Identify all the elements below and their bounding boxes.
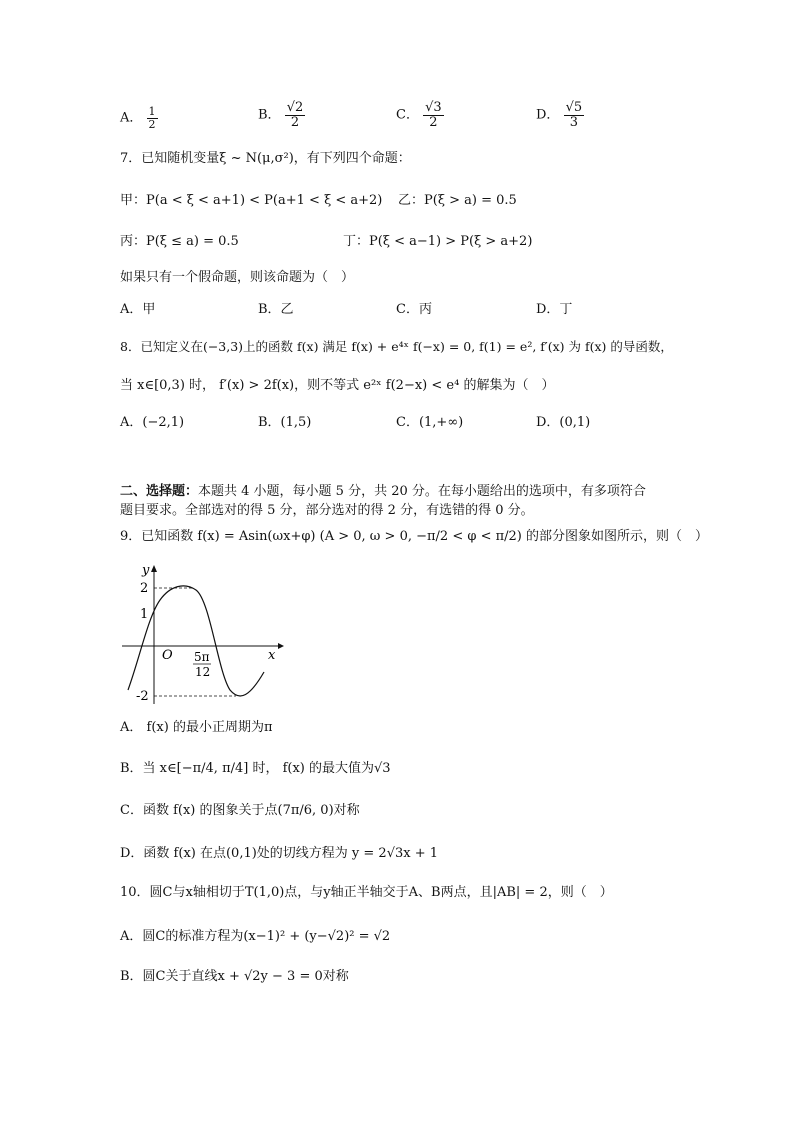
y-tick-2: 2 bbox=[140, 581, 149, 596]
origin-label: O bbox=[162, 648, 173, 663]
y-axis-label: y bbox=[142, 563, 150, 578]
q10-stem: 10．圆C与x轴相切于T(1,0)点，与y轴正半轴交于A、B两点，且|AB| = 2，则（ ） bbox=[120, 885, 613, 900]
y-tick-1: 1 bbox=[140, 607, 149, 622]
q9-stem bbox=[120, 528, 708, 546]
q8-option-b: B．(1,5) bbox=[258, 415, 312, 430]
q9-option-c: C．函数 f(x) 的图象关于点(7π/6, 0)对称 bbox=[120, 803, 360, 818]
q9-sine-graph bbox=[118, 562, 288, 707]
q9-stem-conditions: (A > 0, ω > 0, −π/2 < φ < π/2) bbox=[319, 529, 522, 544]
q8-line1: 8．已知定义在(−3,3)上的函数 f(x) 满足 f(x) + e⁴ˣ f(−x) = 0, f(1) = e², f′(x) 为 f(x) 的导函数， bbox=[120, 339, 673, 354]
q7-option-d: D．丁 bbox=[536, 302, 573, 317]
q6-option-a: A． $\frac{1}{2}$ bbox=[120, 105, 156, 131]
q9-option-a: A． f(x) 的最小正周期为π bbox=[120, 720, 273, 735]
q8-option-c: C．(1,+∞) bbox=[396, 415, 464, 430]
q7-proposition-bing: 丙：P(ξ ≤ a) = 0.5 bbox=[120, 234, 239, 249]
section-2-text2: 题目要求。全部选对的得 5 分，部分选对的得 2 分，有选错的得 0 分。 bbox=[120, 503, 534, 518]
q6-option-b: B． $\frac{√2}{2}$ bbox=[258, 100, 304, 130]
q8-option-a: A．(−2,1) bbox=[120, 415, 185, 430]
q7-option-a: A．甲 bbox=[120, 302, 156, 317]
q9-option-d: D．函数 f(x) 在点(0,1)处的切线方程为 y = 2√3x + 1 bbox=[120, 846, 439, 861]
q8-line2: 当 x∈[0,3) 时， f′(x) > 2f(x)，则不等式 e²ˣ f(2−x) < e⁴ 的解集为（ ） bbox=[120, 378, 555, 393]
x-tick-denominator: 12 bbox=[195, 665, 211, 679]
q7-stem: 7．已知随机变量ξ ~ N(μ,σ²)，有下列四个命题： bbox=[120, 151, 411, 166]
q7-proposition-yi: 乙：P(ξ > a) = 0.5 bbox=[398, 193, 517, 208]
q7-question: 如果只有一个假命题，则该命题为（ ） bbox=[120, 270, 355, 285]
q7-option-c: C．丙 bbox=[396, 302, 432, 317]
q6-option-c: C． $\frac{√3}{2}$ bbox=[396, 100, 442, 130]
q10-option-a: A．圆C的标准方程为(x−1)² + (y−√2)² = √2 bbox=[120, 929, 391, 944]
section-2-text1: 本题共 4 小题，每小题 5 分，共 20 分。在每小题给出的选项中，有多项符合 bbox=[198, 484, 646, 499]
q9-option-b: B．当 x∈[−π/4, π/4] 时， f(x) 的最大值为√3 bbox=[120, 761, 391, 776]
y-tick-minus-2: -2 bbox=[136, 689, 149, 704]
y-axis-arrow bbox=[151, 565, 157, 572]
q7-option-b: B．乙 bbox=[258, 302, 294, 317]
q6-option-d: D． $\frac{√5}{3}$ bbox=[536, 100, 583, 130]
x-axis-arrow bbox=[278, 643, 284, 649]
x-tick-numerator: 5π bbox=[194, 650, 210, 664]
section-2-intro bbox=[120, 482, 680, 520]
sine-curve bbox=[128, 586, 264, 696]
q9-stem-tail: 的部分图象如图所示，则（ ） bbox=[526, 529, 709, 544]
x-axis-label: x bbox=[268, 648, 276, 663]
q8-option-d: D．(0,1) bbox=[536, 415, 591, 430]
q9-stem-function: 9．已知函数 f(x) = Asin(ωx+φ) bbox=[120, 529, 316, 544]
section-2-heading: 二、选择题： bbox=[120, 484, 199, 499]
q10-option-b: B．圆C关于直线x + √2y − 3 = 0对称 bbox=[120, 969, 349, 984]
q7-proposition-jia: 甲：P(a < ξ < a+1) < P(a+1 < ξ < a+2) bbox=[120, 193, 383, 208]
q7-proposition-ding: 丁：P(ξ < a−1) > P(ξ > a+2) bbox=[343, 234, 533, 249]
